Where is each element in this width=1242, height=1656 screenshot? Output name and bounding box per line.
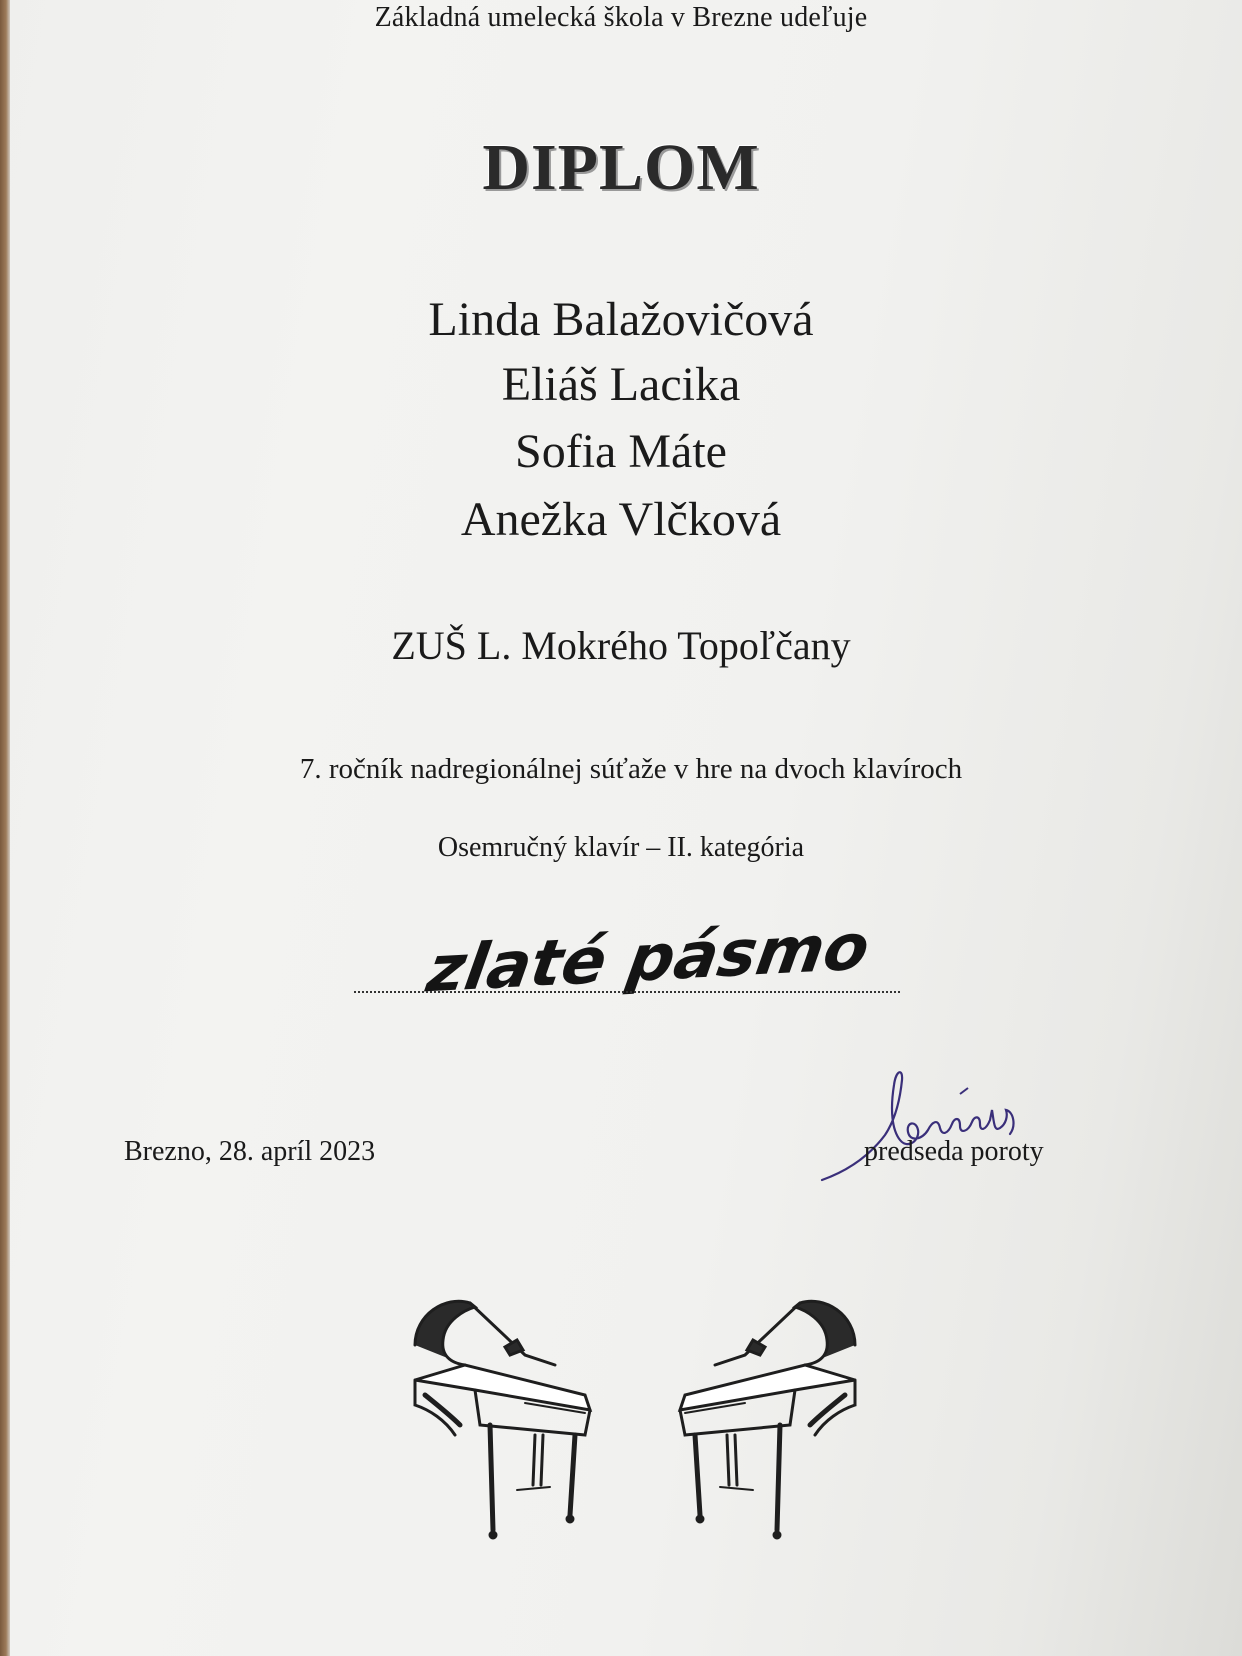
recipient-name: Sofia Máte [515,425,727,478]
jury-chair-label: predseda poroty [864,1136,1044,1167]
table-edge [0,0,10,1656]
diploma-title: DIPLOM [482,131,760,204]
award-dotted-line [354,991,900,993]
school-name: ZUŠ L. Mokrého Topoľčany [391,623,851,668]
competition-category: Osemručný klavír – II. kategória [437,832,805,863]
place-and-date: Brezno, 28. apríl 2023 [124,1136,376,1167]
pianos-illustration [405,1285,865,1550]
competition-name: 7. ročník nadregionálnej súťaže v hre na dvoch klavíroch [299,753,963,785]
issuer-line: Základná umelecká škola v Brezne udeľuje [374,2,868,33]
jury-signature [810,1060,1070,1190]
award-handwritten: zlaté pásmo [421,910,875,1008]
left-piano-icon [415,1301,590,1538]
recipient-name: Linda Balažovičová [428,293,814,346]
right-piano-icon [680,1301,855,1538]
recipient-name: Eliáš Lacika [501,358,741,411]
recipient-name: Anežka Vlčková [460,493,782,546]
